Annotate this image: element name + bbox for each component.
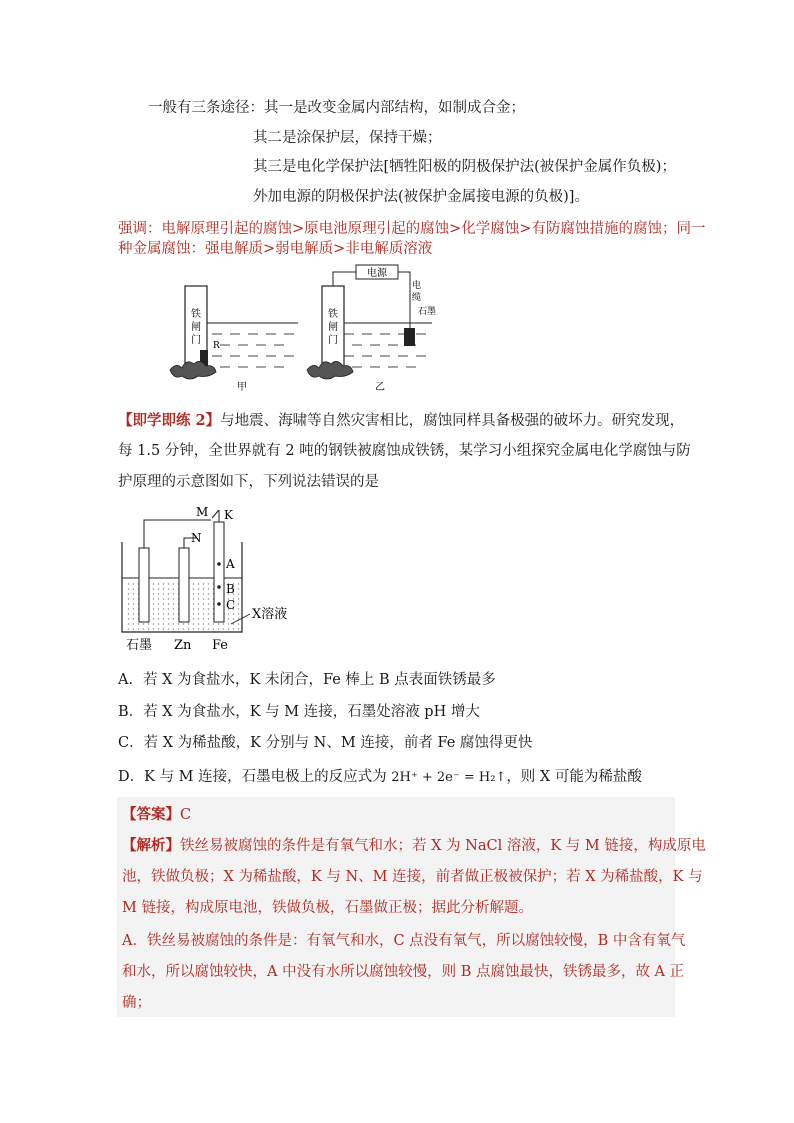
power-label: 电源: [367, 268, 387, 279]
answer-tag: 【答案】: [122, 806, 180, 823]
svg-text:闸: 闸: [328, 322, 338, 333]
analysis-line-3: M 链接，构成原电池，铁做负极，石墨做正极；据此分析解题。: [122, 900, 533, 916]
emphasis-line-2: 种金属腐蚀：强电解质>弱电解质>非电解质溶液: [118, 241, 433, 257]
exercise-line-1: 【即学即练 2】与地震、海啸等自然灾害相比，腐蚀同样具备极强的破坏力。研究发现，: [118, 412, 685, 429]
exercise-tag: 【即学即练 2】: [118, 412, 221, 429]
figure-corrosion-cell: [118, 502, 308, 657]
analysis-line-1: 【解析】铁丝易被腐蚀的条件是有氧气和水；若 X 为 NaCl 溶液，K 与 M 链接，构成原电: [122, 837, 706, 854]
label-a: A: [226, 557, 235, 571]
label-zn: Zn: [174, 638, 192, 653]
cable-char-1: 电: [412, 281, 422, 291]
methods-line-1: 一般有三条途径：其一是改变金属内部结构，如制成合金；: [148, 100, 525, 116]
r-label: R: [213, 341, 220, 351]
methods-line-4: 外加电源的阴极保护法(被保护金属接电源的负极)]。: [253, 189, 589, 205]
analysis-line-2: 池，铁做负极；X 为稀盐酸，K 与 N、M 连接，前者做正极被保护；若 X 为稀盐酸，K 与: [122, 869, 703, 885]
graphite-label: 石墨: [418, 307, 437, 317]
zn-electrode: [179, 548, 189, 622]
analysis-tag: 【解析】: [122, 837, 180, 854]
label-c: C: [226, 598, 236, 612]
option-b: B．若 X 为食盐水，K 与 M 连接，石墨处溶液 pH 增大: [118, 704, 480, 720]
label-jia: 甲: [237, 382, 247, 392]
label-yi: 乙: [375, 382, 385, 392]
option-d: D．K 与 M 连接，石墨电极上的反应式为 2H⁺ + 2e⁻ = H₂↑，则 X 可能为稀盐酸: [118, 769, 642, 785]
cable-char-2: 缆: [412, 293, 422, 303]
label-k: K: [224, 508, 233, 522]
label-fe: Fe: [212, 638, 229, 653]
figure-iron-gate-protection: [160, 262, 450, 392]
analysis-line-4: A．铁丝易被腐蚀的条件是：有氧气和水，C 点没有氧气，所以腐蚀较慢，B 中含有氧气: [122, 933, 686, 949]
analysis-line-6: 确；: [122, 995, 151, 1011]
label-n: N: [191, 531, 202, 545]
option-c: C．若 X 为稀盐酸，K 分别与 N、M 连接，前者 Fe 腐蚀得更快: [118, 735, 533, 751]
label-m: M: [196, 505, 209, 519]
label-graphite: 石墨: [126, 638, 153, 653]
methods-line-3: 其三是电化学保护法[牺牲阳极的阴极保护法(被保护金属作负极)；: [253, 159, 676, 175]
svg-text:铁: 铁: [328, 309, 338, 320]
answer-value: C: [180, 807, 192, 823]
exercise-line-3: 护原理的示意图如下，下列说法错误的是: [118, 474, 379, 490]
option-a: A．若 X 为食盐水，K 未闭合，Fe 棒上 B 点表面铁锈最多: [118, 672, 496, 688]
emphasis-line-1: 强调：电解原理引起的腐蚀>原电池原理引起的腐蚀>化学腐蚀>有防腐蚀措施的腐蚀；同一: [118, 221, 706, 237]
gate-char-1: 铁: [191, 309, 201, 320]
fe-electrode: [214, 522, 224, 622]
svg-text:门: 门: [328, 335, 338, 346]
option-d-equation: 2H⁺ + 2e⁻ = H₂↑: [391, 770, 507, 785]
graphite-electrode: [139, 548, 149, 622]
methods-line-2: 其二是涂保护层，保持干燥；: [253, 130, 442, 146]
answer-line: [122, 805, 191, 825]
label-solution: X溶液: [252, 607, 288, 622]
label-b: B: [226, 582, 235, 596]
analysis-line-5: 和水，所以腐蚀较快，A 中没有水所以腐蚀较慢，则 B 点腐蚀最快，铁锈最多，故 A 正: [122, 964, 685, 980]
switch-k: [212, 510, 219, 518]
exercise-line-2: 每 1.5 分钟，全世界就有 2 吨的钢铁被腐蚀成铁锈，某学习小组探究金属电化学腐蚀与防: [118, 443, 691, 459]
gate-char-2: 闸: [191, 322, 201, 333]
gate-char-3: 门: [191, 335, 201, 346]
graphite-block: [404, 328, 415, 346]
